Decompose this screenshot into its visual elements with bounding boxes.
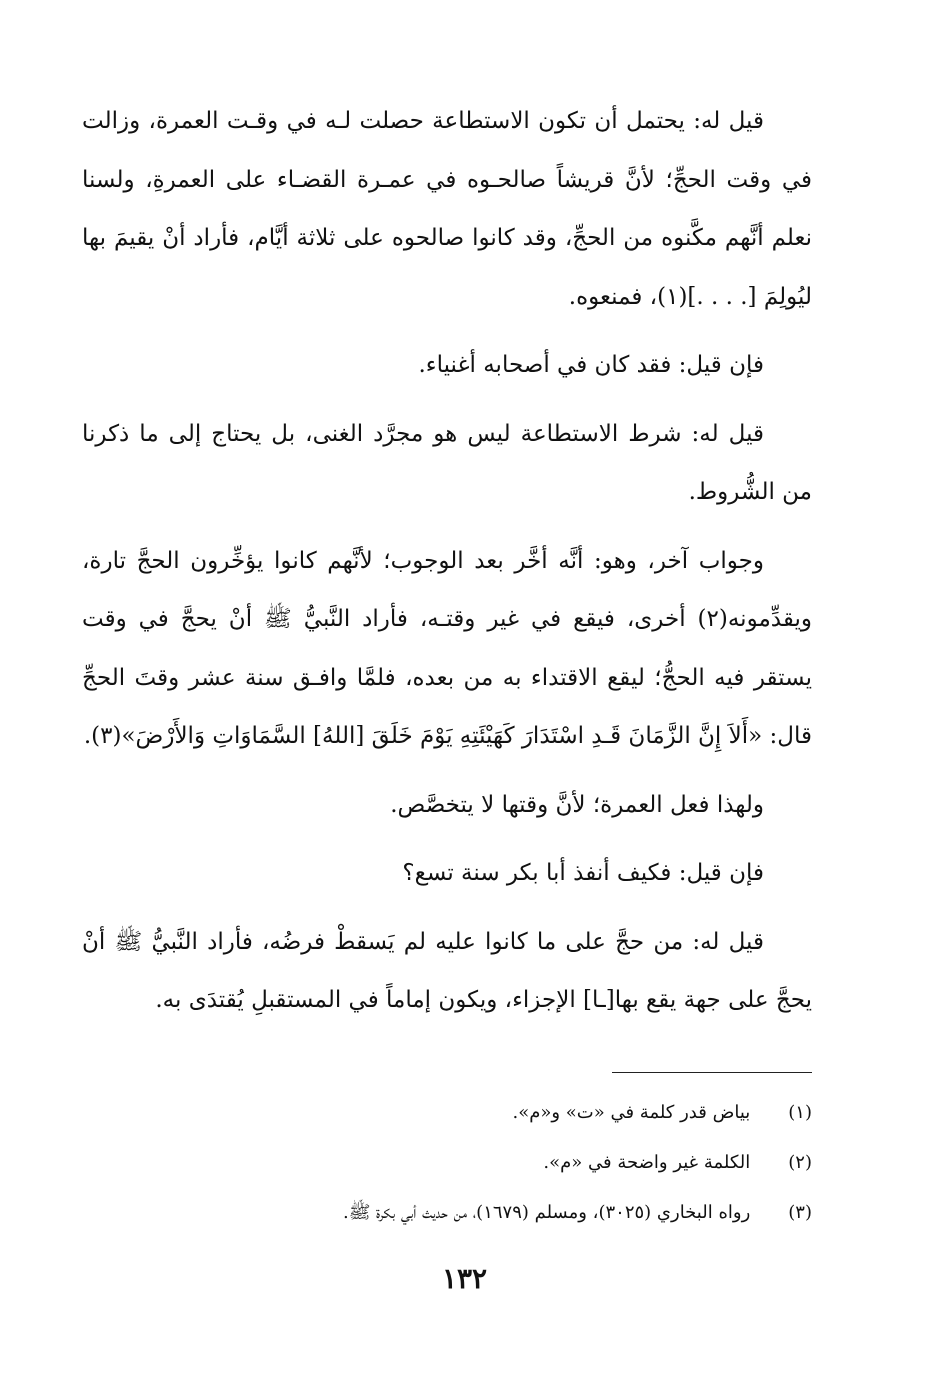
footnote-divider (612, 1072, 812, 1073)
paragraph-4: وجواب آخر، وهو: أنَّه أخَّر بعد الوجوب؛ لأنَّهم كانوا يؤخِّرون الحجَّ تارة، ويقدِّمونه(٢) أخرى، فيقع في غير وقتـه، فأراد النَّبيُّ ﷺ أنْ يحجَّ في وقت يستقر فيه الحجُّ؛ ليقع الاقتداء به من بعده، فلمَّا وافـق سنة عشر وقتَ الحجِّ قال: «أَلاَ إِنَّ الزَّمَانَ قَـدِ اسْتَدَارَ كَهَيْئَتِهِ يَوْمَ خَلَقَ [اللهُ] السَّمَاوَاتِ وَالأَرْضَ»(٣). (82, 547, 812, 749)
footnote-text: الكلمة غير واضحة في «م». (543, 1152, 751, 1173)
footnote-number: (٣) (788, 1202, 812, 1223)
footnote-number: (٢) (788, 1152, 812, 1173)
footnote-text: بياض قدر كلمة في «ت» و«م». (512, 1102, 751, 1123)
paragraph-2: فإن قيل: فقد كان في أصحابه أغنياء. (418, 352, 764, 378)
footnote-3 (82, 1188, 812, 1238)
footnotes (82, 1088, 812, 1238)
footnote-number: (١) (788, 1102, 812, 1123)
paragraph-1: قيل له: يحتمل أن تكون الاستطاعة حصلت لـه في وقـت العمرة، وزالت في وقت الحجِّ؛ لأنَّ قريشاً صالحـوه في عمـرة القضـاء على العمرةِ، ولسنا نعلم أنَّهم مكَّنوه من الحجِّ، وقد كانوا صالحوه على ثلاثة أيَّام، فأراد أنْ يقيمَ بها ليُولِمَ [. . . .](١)، فمنعوه. (82, 108, 812, 310)
paragraph-3: قيل له: شرط الاستطاعة ليس هو مجرَّد الغنى، بل يحتاج إلى ما ذكرنا من الشُّروط. (82, 420, 812, 505)
footnote-2 (82, 1138, 812, 1188)
paragraph-6: فإن قيل: فكيف أنفذ أبا بكر سنة تسع؟ (402, 860, 764, 886)
footnote-1 (82, 1088, 812, 1138)
footnote-text: رواه البخاري (٣٠٢٥)، ومسلم (١٦٧٩)، من حديث أبي بكرة ﷺ. (342, 1202, 751, 1223)
paragraph-7: قيل له: من حجَّ على ما كانوا عليه لم يَسقطْ فرضُه، فأراد النَّبيُّ ﷺ أنْ يحجَّ على جهة يقع بها[ـا] الإجزاء، ويكون إماماً في المستقبلِ يُقتدَى به. (82, 928, 812, 1013)
main-text (82, 92, 812, 1040)
page-number: ١٣٢ (441, 1262, 488, 1295)
paragraph-5: ولهذا فعل العمرة؛ لأنَّ وقتها لا يتخصَّص. (390, 791, 764, 818)
